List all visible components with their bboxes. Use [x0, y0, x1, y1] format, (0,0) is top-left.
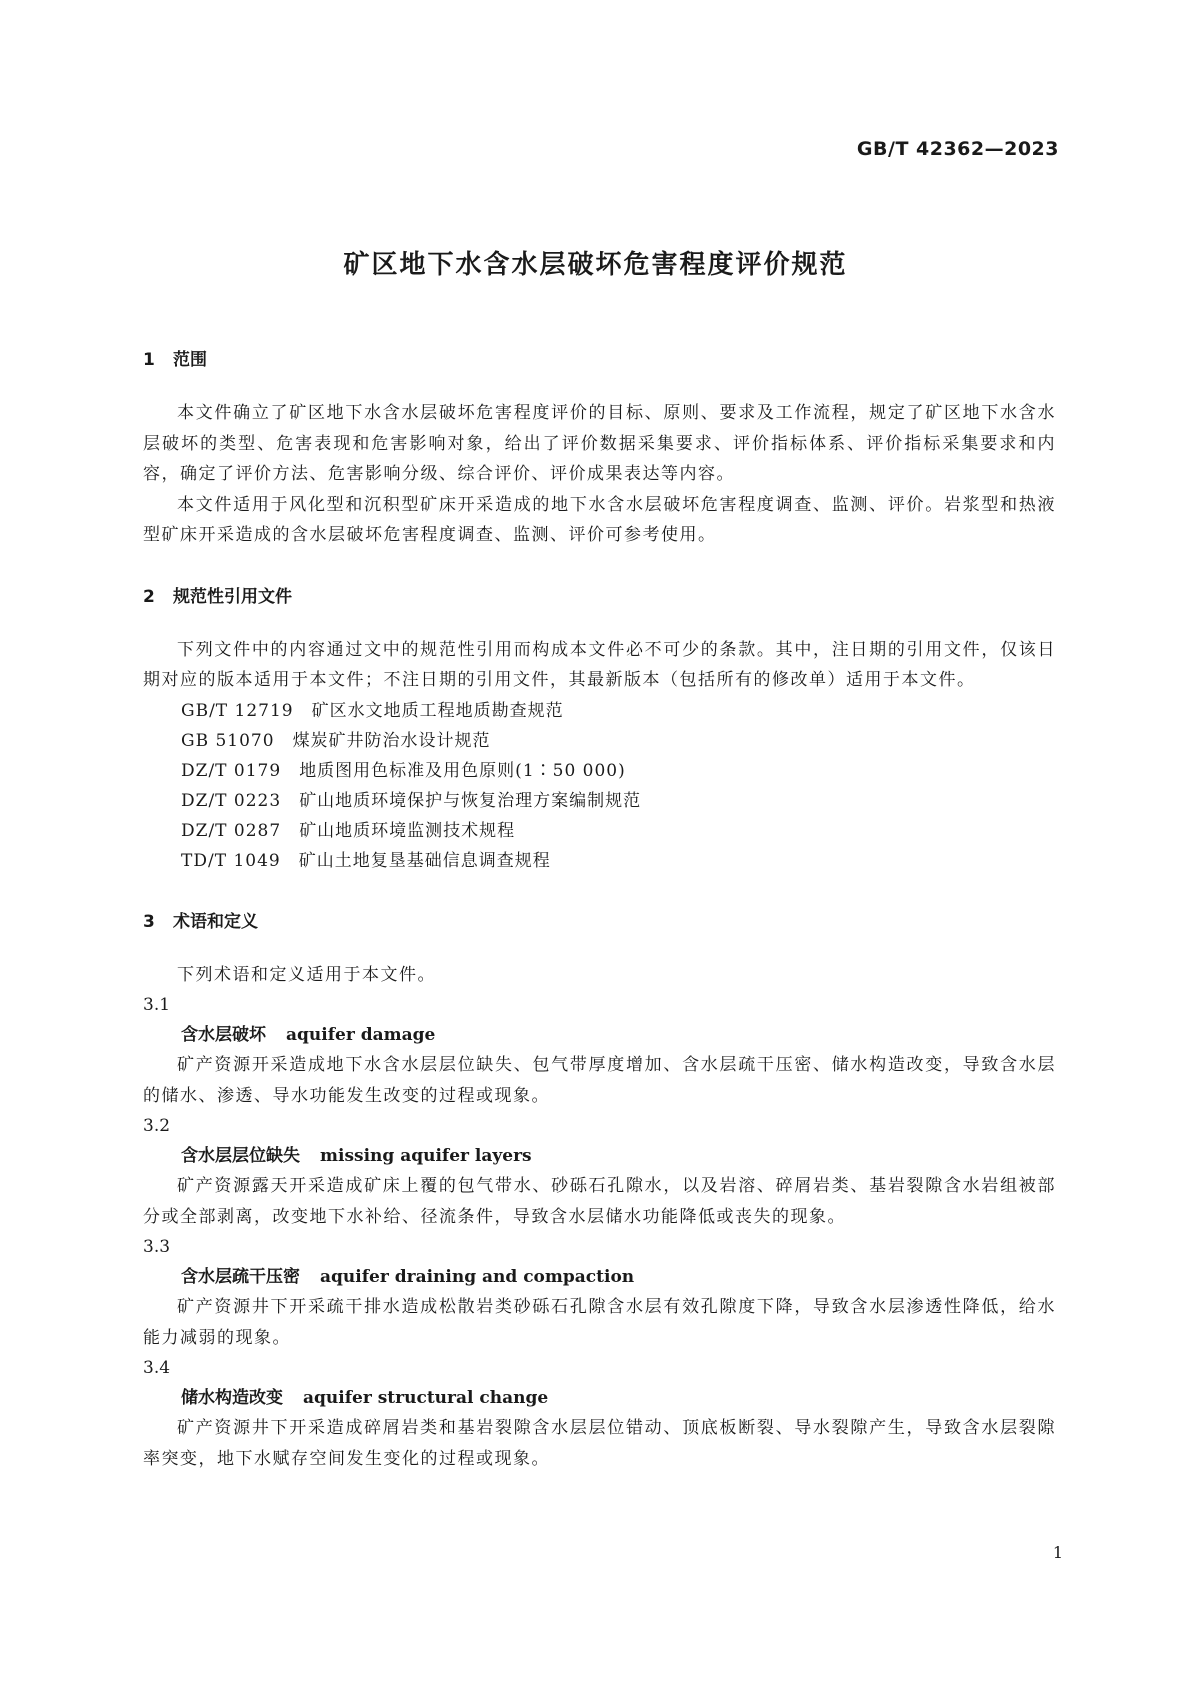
reference-title: 煤炭矿井防治水设计规范: [292, 730, 491, 751]
term-name: [143, 1383, 1056, 1413]
term-name-en: missing aquifer layers: [320, 1146, 532, 1166]
document-body: [143, 348, 1056, 1474]
reference-title: 矿山地质环境监测技术规程: [299, 820, 516, 841]
reference-item: [143, 846, 1056, 876]
term-number: 3.1: [143, 995, 171, 1015]
document-title: 矿区地下水含水层破坏危害程度评价规范: [343, 250, 848, 280]
term-name: [143, 1141, 1056, 1171]
reference-code: DZ/T 0223: [181, 790, 282, 811]
reference-code: TD/T 1049: [181, 850, 281, 871]
term-name: [143, 1262, 1056, 1292]
reference-item: [143, 726, 1056, 756]
scope-paragraph-2: 本文件适用于风化型和沉积型矿床开采造成的地下水含水层破坏危害程度调查、监测、评价。岩浆型和热液型矿床开采造成的含水层破坏危害程度调查、监测、评价可参考使用。: [143, 494, 1056, 545]
section-title: 规范性引用文件: [173, 586, 292, 607]
term-number: 3.2: [143, 1116, 171, 1136]
terms-intro: 下列术语和定义适用于本文件。: [177, 964, 436, 985]
section-number: 3: [143, 911, 155, 932]
term-number: 3.3: [143, 1237, 171, 1257]
reference-title: 矿山地质环境保护与恢复治理方案编制规范: [299, 790, 642, 811]
section-number: 1: [143, 350, 155, 370]
reference-title: 矿山土地复垦基础信息调查规程: [298, 850, 551, 871]
term-number: 3.4: [143, 1358, 171, 1378]
term-name-zh: 含水层疏干压密: [181, 1267, 300, 1287]
term-definition: 矿产资源井下开采造成碎屑岩类和基岩裂隙含水层层位错动、顶底板断裂、导水裂隙产生，导致含水层裂隙率突变，地下水赋存空间发生变化的过程或现象。: [143, 1418, 1056, 1469]
reference-item: [143, 756, 1056, 786]
term-name: [143, 1020, 1056, 1050]
references-intro: 下列文件中的内容通过文中的规范性引用而构成本文件必不可少的条款。其中，注日期的引用文件，仅该日期对应的版本适用于本文件；不注日期的引用文件，其最新版本（包括所有的修改单）适用于本文件。: [143, 639, 1056, 690]
term-name-en: aquifer damage: [286, 1025, 436, 1045]
term-definition: 矿产资源开采造成地下水含水层层位缺失、包气带厚度增加、含水层疏干压密、储水构造改变，导致含水层的储水、渗透、导水功能发生改变的过程或现象。: [143, 1055, 1056, 1106]
scope-paragraph-1: 本文件确立了矿区地下水含水层破坏危害程度评价的目标、原则、要求及工作流程，规定了矿区地下水含水层破坏的类型、危害表现和危害影响对象，给出了评价数据采集要求、评价指标体系、评价指标采集要求和内容，确定了评价方法、危害影响分级、综合评价、评价成果表达等内容。: [143, 403, 1056, 484]
section-heading-terms: [143, 910, 1056, 934]
term-name-en: aquifer draining and compaction: [320, 1267, 635, 1287]
term-definition: 矿产资源井下开采疏干排水造成松散岩类砂砾石孔隙含水层有效孔隙度下降，导致含水层渗透性降低，给水能力减弱的现象。: [143, 1297, 1056, 1348]
section-title: 术语和定义: [173, 911, 258, 932]
reference-item: [143, 786, 1056, 816]
reference-code: DZ/T 0287: [181, 820, 282, 841]
reference-code: GB 51070: [181, 730, 275, 751]
reference-item: [143, 696, 1056, 726]
reference-code: DZ/T 0179: [181, 760, 282, 781]
term-definition: 矿产资源露天开采造成矿床上覆的包气带水、砂砾石孔隙水，以及岩溶、碎屑岩类、基岩裂隙含水岩组被部分或全部剥离，改变地下水补给、径流条件，导致含水层储水功能降低或丧失的现象。: [143, 1176, 1056, 1227]
reference-title: 矿区水文地质工程地质勘查规范: [311, 700, 564, 721]
section-heading-scope: [143, 348, 1056, 372]
section-heading-references: [143, 585, 1056, 609]
reference-code: GB/T 12719: [181, 700, 294, 721]
term-name-zh: 储水构造改变: [181, 1388, 283, 1408]
standard-number: GB/T 42362—2023: [856, 138, 1059, 160]
term-name-zh: 含水层破坏: [181, 1025, 266, 1045]
section-number: 2: [143, 586, 155, 607]
term-name-zh: 含水层层位缺失: [181, 1146, 300, 1166]
reference-item: [143, 816, 1056, 846]
page-number: 1: [1052, 1543, 1063, 1562]
reference-title: 地质图用色标准及用色原则(1∶50 000): [299, 760, 626, 781]
term-name-en: aquifer structural change: [303, 1388, 549, 1408]
section-title: 范围: [173, 350, 207, 370]
